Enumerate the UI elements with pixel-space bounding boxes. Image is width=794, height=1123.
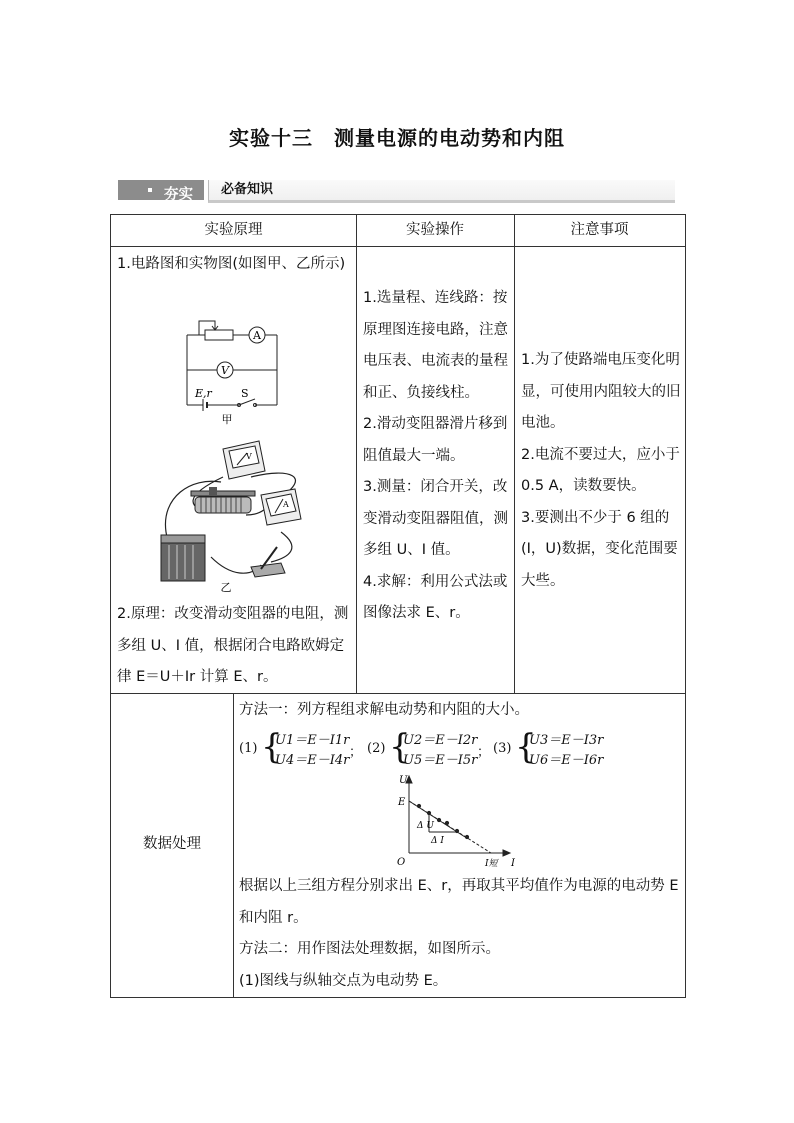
source-label: E,r [195,387,212,400]
svg-text:I: I [511,858,515,869]
method1-conclusion: 根据以上三组方程分别求出 E、r，再取其平均值作为电源的电动势 E 和内阻 r。 [239,878,679,926]
svg-text:I短: I短 [485,859,498,869]
equation-label-2: (2) [367,741,386,756]
equation-group-1: U1＝E－I1r U4＝E－I4r [275,733,350,768]
svg-text:O: O [397,857,406,868]
notes-list [521,345,681,597]
equation-label-3: (3) [493,741,512,756]
page-title: 实验十三 测量电源的电动势和内阻 [229,126,565,150]
operation-item-3: 3.测量：闭合开关，改变滑动变阻器阻值，测多组 U、I 值。 [363,479,508,558]
rheostat-device [191,487,255,513]
equation-group-2: U2＝E－I2r U5＝E－I5r [403,733,478,768]
notes-item-3: 3.要测出不少于 6 组的(I，U)数据，变化范围要大些。 [521,509,678,589]
operation-item-1: 1.选量程、连线路：按原理图连接电路，注意电压表、电流表的量程和正、负接线柱。 [363,290,508,401]
battery-device [161,535,205,581]
principle-item2: 2.原理：改变滑动变阻器的电阻，测多组 U、I 值，根据闭合电路欧姆定律 E＝U＋Ir 计算 E、r。 [117,606,349,685]
svg-text:Δ U: Δ U [417,821,434,831]
data-processing-text [239,871,681,997]
voltmeter-device [223,441,265,479]
svg-text:V: V [246,452,252,461]
section-header [118,179,676,203]
switch-device [251,547,285,577]
header-principle: 实验原理 [204,222,263,238]
svg-text:A: A [283,500,289,509]
equation-label-1: (1) [239,741,258,756]
method2-item1: (1)图线与纵轴交点为电动势 E。 [239,972,448,989]
operation-item-4: 4.求解：利用公式法或图像法求 E、r。 [363,573,508,621]
bullet-icon [148,188,152,192]
experiment-table [110,214,686,998]
svg-text:U: U [399,775,408,786]
equation-groups: (1) { U1＝E－I1r U4＝E－I4r ； (2) { U2＝E－I2r U5＝E－I5r ； (3) { U3＝E－I3r U6＝E－I6r [239,729,681,773]
ammeter-device [261,489,301,525]
header-notes: 注意事项 [570,222,629,238]
physical-apparatus-yi [151,437,321,595]
svg-text:E: E [398,797,406,808]
method2-text: 方法二：用作图法处理数据，如图所示。 [239,941,500,957]
voltmeter-label: V [221,364,229,377]
section-tag: 夯实 [118,180,204,200]
svg-text:Δ I: Δ I [431,836,444,846]
notes-item-2: 2.电流不要过大，应小于 0.5 A，读数要快。 [521,446,680,494]
operation-list [363,283,509,630]
brace-icon: { [389,727,411,767]
u-i-graph [395,773,525,869]
brace-icon: { [261,727,283,767]
switch-label: S [241,387,249,400]
section-title: 必备知识 [208,180,675,203]
brace-icon: { [515,727,537,767]
method1-text: 方法一：列方程组求解电动势和内阻的大小。 [239,702,529,718]
circuit-diagram-jia [175,315,295,427]
equation-group-3: U3＝E－I3r U6＝E－I6r [529,733,604,768]
header-operation: 实验操作 [406,222,464,238]
figure-caption-yi: 乙 [220,581,232,594]
principle-item1: 1.电路图和实物图(如图甲、乙所示) [117,256,346,272]
ammeter-label: A [253,329,261,342]
operation-item-2: 2.滑动变阻器滑片移到阻值最大一端。 [363,416,508,464]
notes-item-1: 1.为了使路端电压变化明显，可使用内阻较大的旧电池。 [521,352,681,431]
figure-caption-jia: 甲 [221,413,233,426]
data-processing-label: 数据处理 [143,836,201,853]
